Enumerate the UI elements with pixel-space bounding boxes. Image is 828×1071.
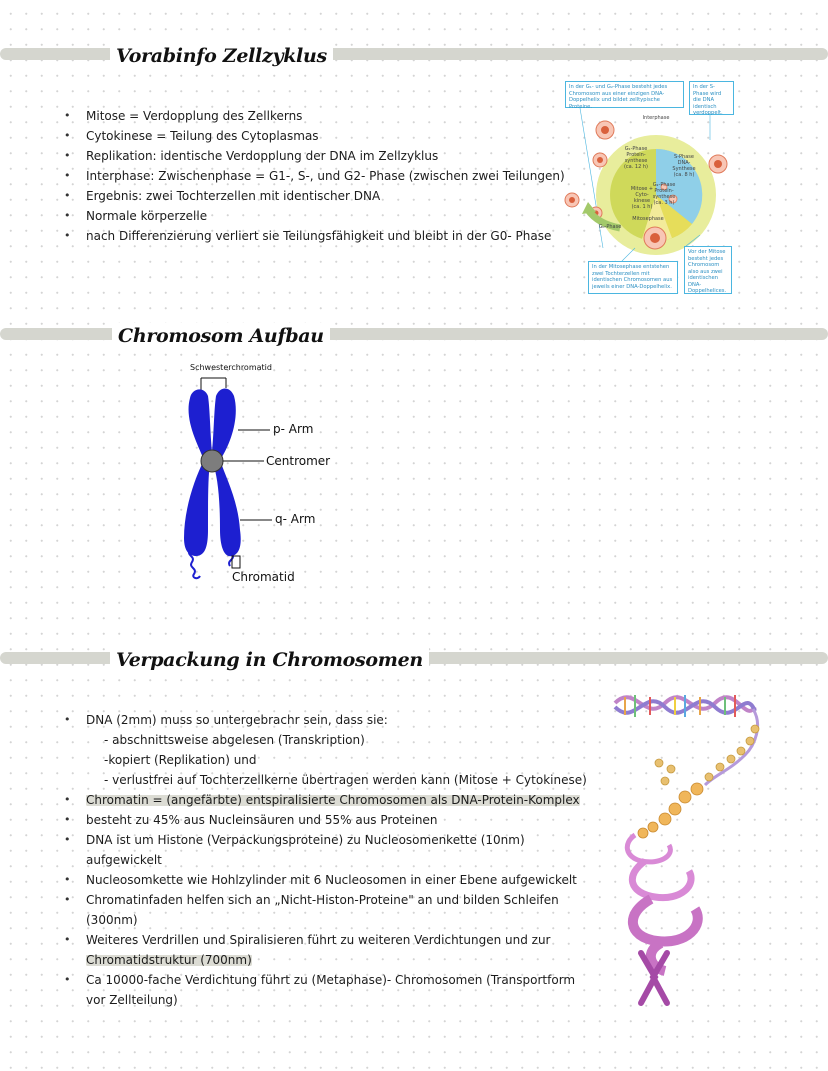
list-item: - abschnittsweise abgelesen (Transkription) <box>104 733 365 747</box>
label-interphase: Interphase <box>642 115 670 121</box>
list-item: • DNA (2mm) muss so untergebrachr sein, dass sie: <box>60 710 587 730</box>
label-chromatid: Chromatid <box>232 570 295 584</box>
list-item: • Ergebnis: zwei Tochterzellen mit identischer DNA <box>60 186 565 206</box>
callout-mitosephase: In der Mitosephase entstehen zwei Tochterzellen mit identischen Chromosomen aus jeweils einer DNA-Doppelhelix. <box>588 261 678 294</box>
label-p-arm: p- Arm <box>273 422 314 436</box>
list-item-continuation: aufgewickelt <box>86 853 162 867</box>
section-title-zellzyklus: Vorabinfo Zellzyklus <box>110 43 333 69</box>
list-item: • nach Differenzierung verliert sie Teilungsfähigkeit und bleibt in der G0- Phase <box>60 226 565 246</box>
label-g2-phase: G₂-Phase Protein-synthese (ca. 3 h) <box>652 182 676 206</box>
list-item: • Normale körperzelle <box>60 206 565 226</box>
list-item: • Chromatinfaden helfen sich an „Nicht-Histon-Proteine" an und bilden Schleifen <box>60 890 587 910</box>
label-mitose: Mitose + Cyto-kinese (ca. 1 h) <box>630 186 654 210</box>
section-title-verpackung: Verpackung in Chromosomen <box>110 647 429 673</box>
list-item-continuation: (300nm) <box>86 913 138 927</box>
callout-s-phase: In der S-Phase wird die DNA identisch verdoppelt. <box>689 81 734 115</box>
list-item: - verlustfrei auf Tochterzellkerne übertragen werden kann (Mitose + Cytokinese) <box>104 773 587 787</box>
label-mitosephase: Mitosephase <box>632 216 664 222</box>
section-title-chromosom: Chromosom Aufbau <box>112 323 330 349</box>
zellzyklus-bullet-list <box>60 106 565 246</box>
callout-mitose: Vor der Mitose besteht jedes Chromosom also aus zwei identischen DNA-Doppelhelices. <box>684 246 732 294</box>
list-item-continuation <box>60 950 587 970</box>
list-item: • Weiteres Verdrillen und Spiralisieren führt zu weiteren Verdichtungen und zur <box>60 930 587 950</box>
highlighted-text: Chromatidstruktur (700nm) <box>86 953 252 967</box>
dna-packaging-illustration <box>605 685 775 1010</box>
label-s-phase: S-Phase DNA-Synthese (ca. 8 h) <box>672 154 696 178</box>
list-item: • besteht zu 45% aus Nucleinsäuren und 55% aus Proteinen <box>60 810 587 830</box>
list-item: • DNA ist um Histone (Verpackungsproteine) zu Nucleosomenkette (10nm) <box>60 830 587 850</box>
label-schwesterchromatid: Schwesterchromatid <box>190 363 272 372</box>
cell-cycle-figure <box>560 78 735 296</box>
chromosome-drawing <box>170 360 370 590</box>
label-centromer: Centromer <box>266 454 331 468</box>
list-item: • Nucleosomkette wie Hohlzylinder mit 6 Nucleosomen in einer Ebene aufgewickelt <box>60 870 587 890</box>
highlighted-text: Chromatin = (angefärbte) entspiralisierte Chromosomen als DNA-Protein-Komplex <box>86 793 580 807</box>
verpackung-bullet-list <box>60 710 587 1010</box>
dna-packaging-drawing <box>605 685 775 1010</box>
list-item: -kopiert (Replikation) und <box>104 753 257 767</box>
chromosome-diagram <box>170 360 370 590</box>
list-item: • Ca 10000-fache Verdichtung führt zu (Metaphase)- Chromosomen (Transportform <box>60 970 587 990</box>
list-item: • Replikation: identische Verdopplung der DNA im Zellzyklus <box>60 146 565 166</box>
label-g1-phase: G₁-Phase Protein-synthese (ca. 12 h) <box>623 146 648 170</box>
label-q-arm: q- Arm <box>275 512 316 526</box>
label-g0-phase: G₀-Phase <box>598 224 622 230</box>
list-item <box>60 790 587 810</box>
list-item: • Cytokinese = Teilung des Cytoplasmas <box>60 126 565 146</box>
callout-g1-g2: In der G₁- und G₂-Phase besteht jedes Chromosom aus einer einzigen DNA-Doppelhelix und bildet zelltypische Proteine. <box>565 81 684 108</box>
list-item-continuation: vor Zellteilung) <box>86 993 178 1007</box>
list-item: • Interphase: Zwischenphase = G1-, S-, und G2- Phase (zwischen zwei Teilungen) <box>60 166 565 186</box>
list-item: • Mitose = Verdopplung des Zellkerns <box>60 106 565 126</box>
